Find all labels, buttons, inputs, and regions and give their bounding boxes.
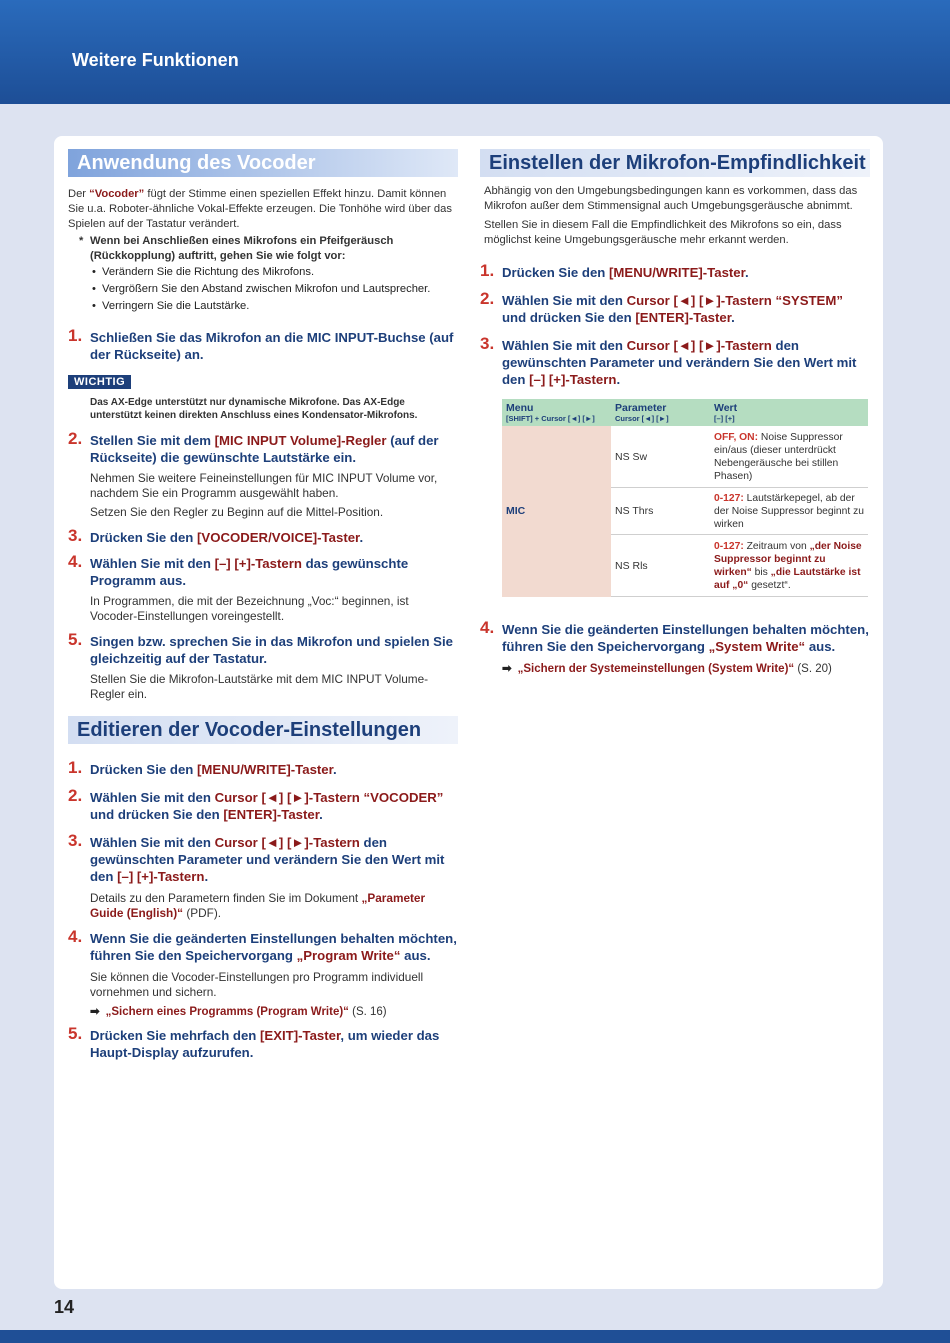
step-text: aus.: [805, 639, 836, 654]
edit-step-5: [68, 1024, 458, 1061]
section-title-editing: Editieren der Vocoder-Einstellungen: [68, 716, 458, 744]
arrow-right-icon: ➡: [502, 663, 512, 675]
menu-cell-mic: MIC: [502, 426, 611, 597]
step-number: 1.: [68, 326, 83, 345]
sub-text: (PDF).: [183, 906, 222, 920]
step-3: 3. Drücken Sie den [VOCODER/VOICE]-Taster.: [68, 526, 364, 545]
arrow-right-icon: ➡: [90, 1006, 100, 1018]
header-title: Weitere Funktionen: [72, 50, 239, 70]
step-number: 4.: [480, 618, 495, 637]
program-write-link[interactable]: „Sichern eines Programms (Program Write)“: [105, 1006, 349, 1018]
intro-text: Der: [68, 188, 90, 200]
vocoder-voice-button: [VOCODER/VOICE]-Taster: [197, 530, 360, 545]
table-row: [502, 426, 868, 488]
step-text: Drücken Sie mehrfach den: [90, 1028, 261, 1043]
step-number: 5.: [68, 630, 83, 649]
edit-step-3: 3. Wählen Sie mit den Cursor [◄] [►]-Tastern den gewünschten Parameter und verändern Sie den Wert mit den [–] [+]-Tastern.: [68, 831, 445, 884]
step-text: und drücken Sie den: [502, 310, 636, 325]
step-2: [68, 429, 458, 466]
cursor-buttons: Cursor [◄] [►]-Tastern: [214, 835, 360, 850]
enter-button: [ENTER]-Taster: [635, 310, 732, 325]
minus-plus-buttons: [–] [+]-Tastern: [117, 869, 205, 884]
step-4-sub: In Programmen, die mit der Bezeichnung „Voc:“ beginnen, ist Vocoder-Einstellungen voreingestellt.: [90, 594, 409, 623]
mic-paragraph-1: Abhängig von den Umgebungsbedingungen kann es vorkommen, dass das Mikrofon außer dem Stimmensignal auch Umgebungsgeräusche abnimmt.: [484, 185, 858, 212]
section-title-mic-sensitivity: Einstellen der Mikrofon-Empfindlichkeit: [480, 149, 870, 177]
column-header-parameter: [611, 399, 710, 426]
asterisk-icon: *: [79, 235, 84, 247]
wert-cell: [710, 488, 868, 535]
left-column: [68, 136, 458, 1061]
step-2-sub2: Setzen Sie den Regler zu Beginn auf die Mittel-Position.: [90, 505, 384, 519]
step-text: und drücken Sie den: [90, 807, 224, 822]
wichtig-badge: WICHTIG: [68, 375, 131, 389]
step-text: Schließen Sie das Mikrofon an die MIC INPUT-Buchse (auf der Rückseite) an.: [90, 330, 454, 362]
wert-text: Noise Suppressor ein/aus (dieser unterdrückt Nebengeräusche bei stillen Phasen): [714, 431, 843, 482]
step-text: Wenn Sie die geänderten Einstellungen behalten möchten, führen Sie den Speichervorgang: [90, 931, 457, 963]
list-item: • Verringern Sie die Lautstärke.: [68, 298, 458, 315]
wert-range: OFF, ON:: [714, 431, 759, 443]
system-write-reference: [480, 661, 870, 675]
enter-button: [ENTER]-Taster: [223, 807, 320, 822]
step-text: aus.: [400, 948, 431, 963]
step-number: 3.: [68, 831, 83, 850]
page-ref: (S. 16): [348, 1006, 387, 1018]
parameter-table: [502, 399, 868, 597]
step-number: 1.: [68, 758, 83, 777]
step-5-sub: Stellen Sie die Mikrofon-Lautstärke mit dem MIC INPUT Volume-Regler ein.: [90, 672, 429, 701]
intro-text-rest: fügt der Stimme einen speziellen Effekt hinzu. Damit können Sie u.a. Roboter-ähnliche Vokal-Effekte erzeugen. Die Tonhöhe wird über das Spielen auf der Tastatur verändert.: [68, 188, 452, 230]
wert-text: bis: [751, 566, 771, 578]
step-number: 5.: [68, 1024, 83, 1043]
mic-step-4: [480, 618, 870, 655]
step-text: Drücken Sie den: [90, 530, 198, 545]
step-text: Wählen Sie mit den: [90, 835, 215, 850]
header-sublabel: [SHIFT] + Cursor [◄] [►]: [506, 414, 595, 423]
intro-vocoder-term: “Vocoder”: [89, 188, 145, 200]
wert-cell: [710, 535, 868, 597]
column-header-wert: [710, 399, 868, 426]
section-title-vocoder: Anwendung des Vocoder: [68, 149, 458, 177]
step-text: Wählen Sie mit den: [90, 790, 215, 805]
step-text: Singen bzw. sprechen Sie in das Mikrofon und spielen Sie gleichzeitig auf der Tastatur.: [90, 634, 453, 666]
step-text: (auf der Rückseite) die gewünschte Lautstärke ein.: [90, 433, 439, 465]
param-cell: NS Sw: [611, 426, 710, 488]
minus-plus-buttons: [–] [+]-Tastern: [214, 556, 302, 571]
wert-text: Lautstärkepegel, ab der der Noise Suppressor beginnt zu wirken: [714, 492, 864, 530]
edit-step-4: [68, 927, 458, 964]
footer-bar: [0, 1330, 950, 1343]
program-write-term: „Program Write“: [296, 948, 401, 963]
header-label: Parameter: [615, 402, 667, 414]
step-number: 3.: [68, 526, 83, 545]
edit-step-1: 1. Drücken Sie den [MENU/WRITE]-Taster.: [68, 758, 337, 777]
wert-cell: [710, 426, 868, 488]
step-number: 4.: [68, 552, 83, 571]
wichtig-text: Das AX-Edge unterstützt nur dynamische Mikrofone. Das AX-Edge unterstützt keinen direkten Anschluss eines Kondensator-Mikrofons.: [90, 397, 418, 421]
feedback-note: [68, 234, 458, 264]
feedback-note-text: Wenn bei Anschließen eines Mikrofons ein Pfeifgeräusch (Rückkopplung) auftritt, gehen Sie wie folgt vor:: [90, 235, 394, 262]
step-number: 4.: [68, 927, 83, 946]
edit-step-2: 2. Wählen Sie mit den Cursor [◄] [►]-Tastern “VOCODER” und drücken Sie den [ENTER]-Taster.: [68, 786, 444, 822]
header-sublabel: Cursor [◄] [►]: [615, 414, 669, 423]
step-text: das gewünschte Programm aus.: [90, 556, 409, 588]
step-2-sub1: Nehmen Sie weitere Feineinstellungen für MIC INPUT Volume vor, nachdem Sie ein Programm ausgewählt haben.: [90, 471, 438, 500]
cursor-buttons: Cursor [◄] [►]-Tastern: [626, 338, 772, 353]
system-write-link[interactable]: „Sichern der Systemeinstellungen (System Write)“: [517, 663, 795, 675]
edit-step-3-sub: [68, 891, 458, 921]
wert-range: 0-127:: [714, 540, 744, 552]
right-column: [480, 136, 870, 675]
header-label: Wert: [714, 402, 738, 414]
step-5: [68, 630, 458, 667]
wert-quote: „der Noise Suppressor beginnt zu wirken“: [714, 540, 862, 578]
mic-step-1: 1. Drücken Sie den [MENU/WRITE]-Taster.: [480, 261, 749, 280]
vocoder-intro: [68, 187, 458, 232]
header-label: Menu: [506, 402, 534, 414]
page-number: 14: [54, 1297, 75, 1317]
menu-write-button: [MENU/WRITE]-Taster: [609, 265, 746, 280]
step-text: Drücken Sie den: [90, 762, 198, 777]
step-number: 2.: [68, 786, 83, 805]
list-item: • Verändern Sie die Richtung des Mikrofons.: [68, 264, 458, 281]
step-text: Wenn Sie die geänderten Einstellungen behalten möchten, führen Sie den Speichervorgang: [502, 622, 869, 654]
step-number: 2.: [480, 289, 495, 308]
parameter-guide-link[interactable]: „Parameter Guide (English)“: [90, 891, 426, 920]
exit-button: [EXIT]-Taster: [260, 1028, 341, 1043]
step-text: den gewünschten Parameter und verändern Sie den Wert mit den: [502, 338, 857, 387]
step-4: [68, 552, 458, 589]
step-number: 2.: [68, 429, 83, 448]
minus-plus-buttons: [–] [+]-Tastern: [529, 372, 617, 387]
mic-paragraph-2: Stellen Sie in diesem Fall die Empfindlichkeit des Mikrofons so ein, dass möglichst keine Umgebungsgeräusche mehr erkannt werden.: [484, 219, 842, 246]
step-text: , um wieder das Haupt-Display aufzurufen.: [90, 1028, 440, 1060]
step-text: Wählen Sie mit den: [90, 556, 215, 571]
edit-step-4-sub: Sie können die Vocoder-Einstellungen pro Programm individuell vornehmen und sichern.: [90, 970, 424, 999]
header-sublabel: [–] [+]: [714, 414, 735, 423]
mic-step-3: 3. Wählen Sie mit den Cursor [◄] [►]-Tastern den gewünschten Parameter und verändern Sie den Wert mit den [–] [+]-Tastern.: [480, 334, 857, 387]
wert-text: gesetzt“.: [748, 579, 791, 591]
cursor-buttons: Cursor [◄] [►]-Tastern “SYSTEM”: [626, 293, 843, 308]
mic-input-volume-knob: [MIC INPUT Volume]-Regler: [214, 433, 387, 448]
column-header-menu: [502, 399, 611, 426]
page-ref: (S. 20): [794, 663, 832, 675]
step-number: 1.: [480, 261, 495, 280]
program-write-reference: [68, 1004, 458, 1018]
wert-range: 0-127:: [714, 492, 744, 504]
page-header: [0, 0, 950, 104]
wert-text: Zeitraum von: [743, 540, 810, 552]
step-number: 3.: [480, 334, 495, 353]
system-write-term: „System Write“: [708, 639, 806, 654]
table-header-row: [502, 399, 868, 426]
step-1: [68, 326, 458, 363]
wert-quote: „die Lautstärke ist auf „0“: [714, 566, 861, 591]
menu-write-button: [MENU/WRITE]-Taster: [197, 762, 334, 777]
list-item: • Vergrößern Sie den Abstand zwischen Mikrofon und Lautsprecher.: [68, 281, 458, 298]
step-text: Stellen Sie mit dem: [90, 433, 215, 448]
param-cell: NS Thrs: [611, 488, 710, 535]
wichtig-box: [68, 372, 458, 390]
param-cell: NS Rls: [611, 535, 710, 597]
mic-step-2: 2. Wählen Sie mit den Cursor [◄] [►]-Tastern “SYSTEM” und drücken Sie den [ENTER]-Taster.: [480, 289, 843, 325]
content-card: [54, 136, 883, 1289]
step-text: Wählen Sie mit den: [502, 338, 627, 353]
sub-text: Details zu den Parametern finden Sie im Dokument: [90, 891, 362, 905]
cursor-buttons: Cursor [◄] [►]-Tastern “VOCODER”: [214, 790, 444, 805]
step-text: Drücken Sie den: [502, 265, 610, 280]
step-text: den gewünschten Parameter und verändern Sie den Wert mit den: [90, 835, 445, 884]
step-text: Wählen Sie mit den: [502, 293, 627, 308]
